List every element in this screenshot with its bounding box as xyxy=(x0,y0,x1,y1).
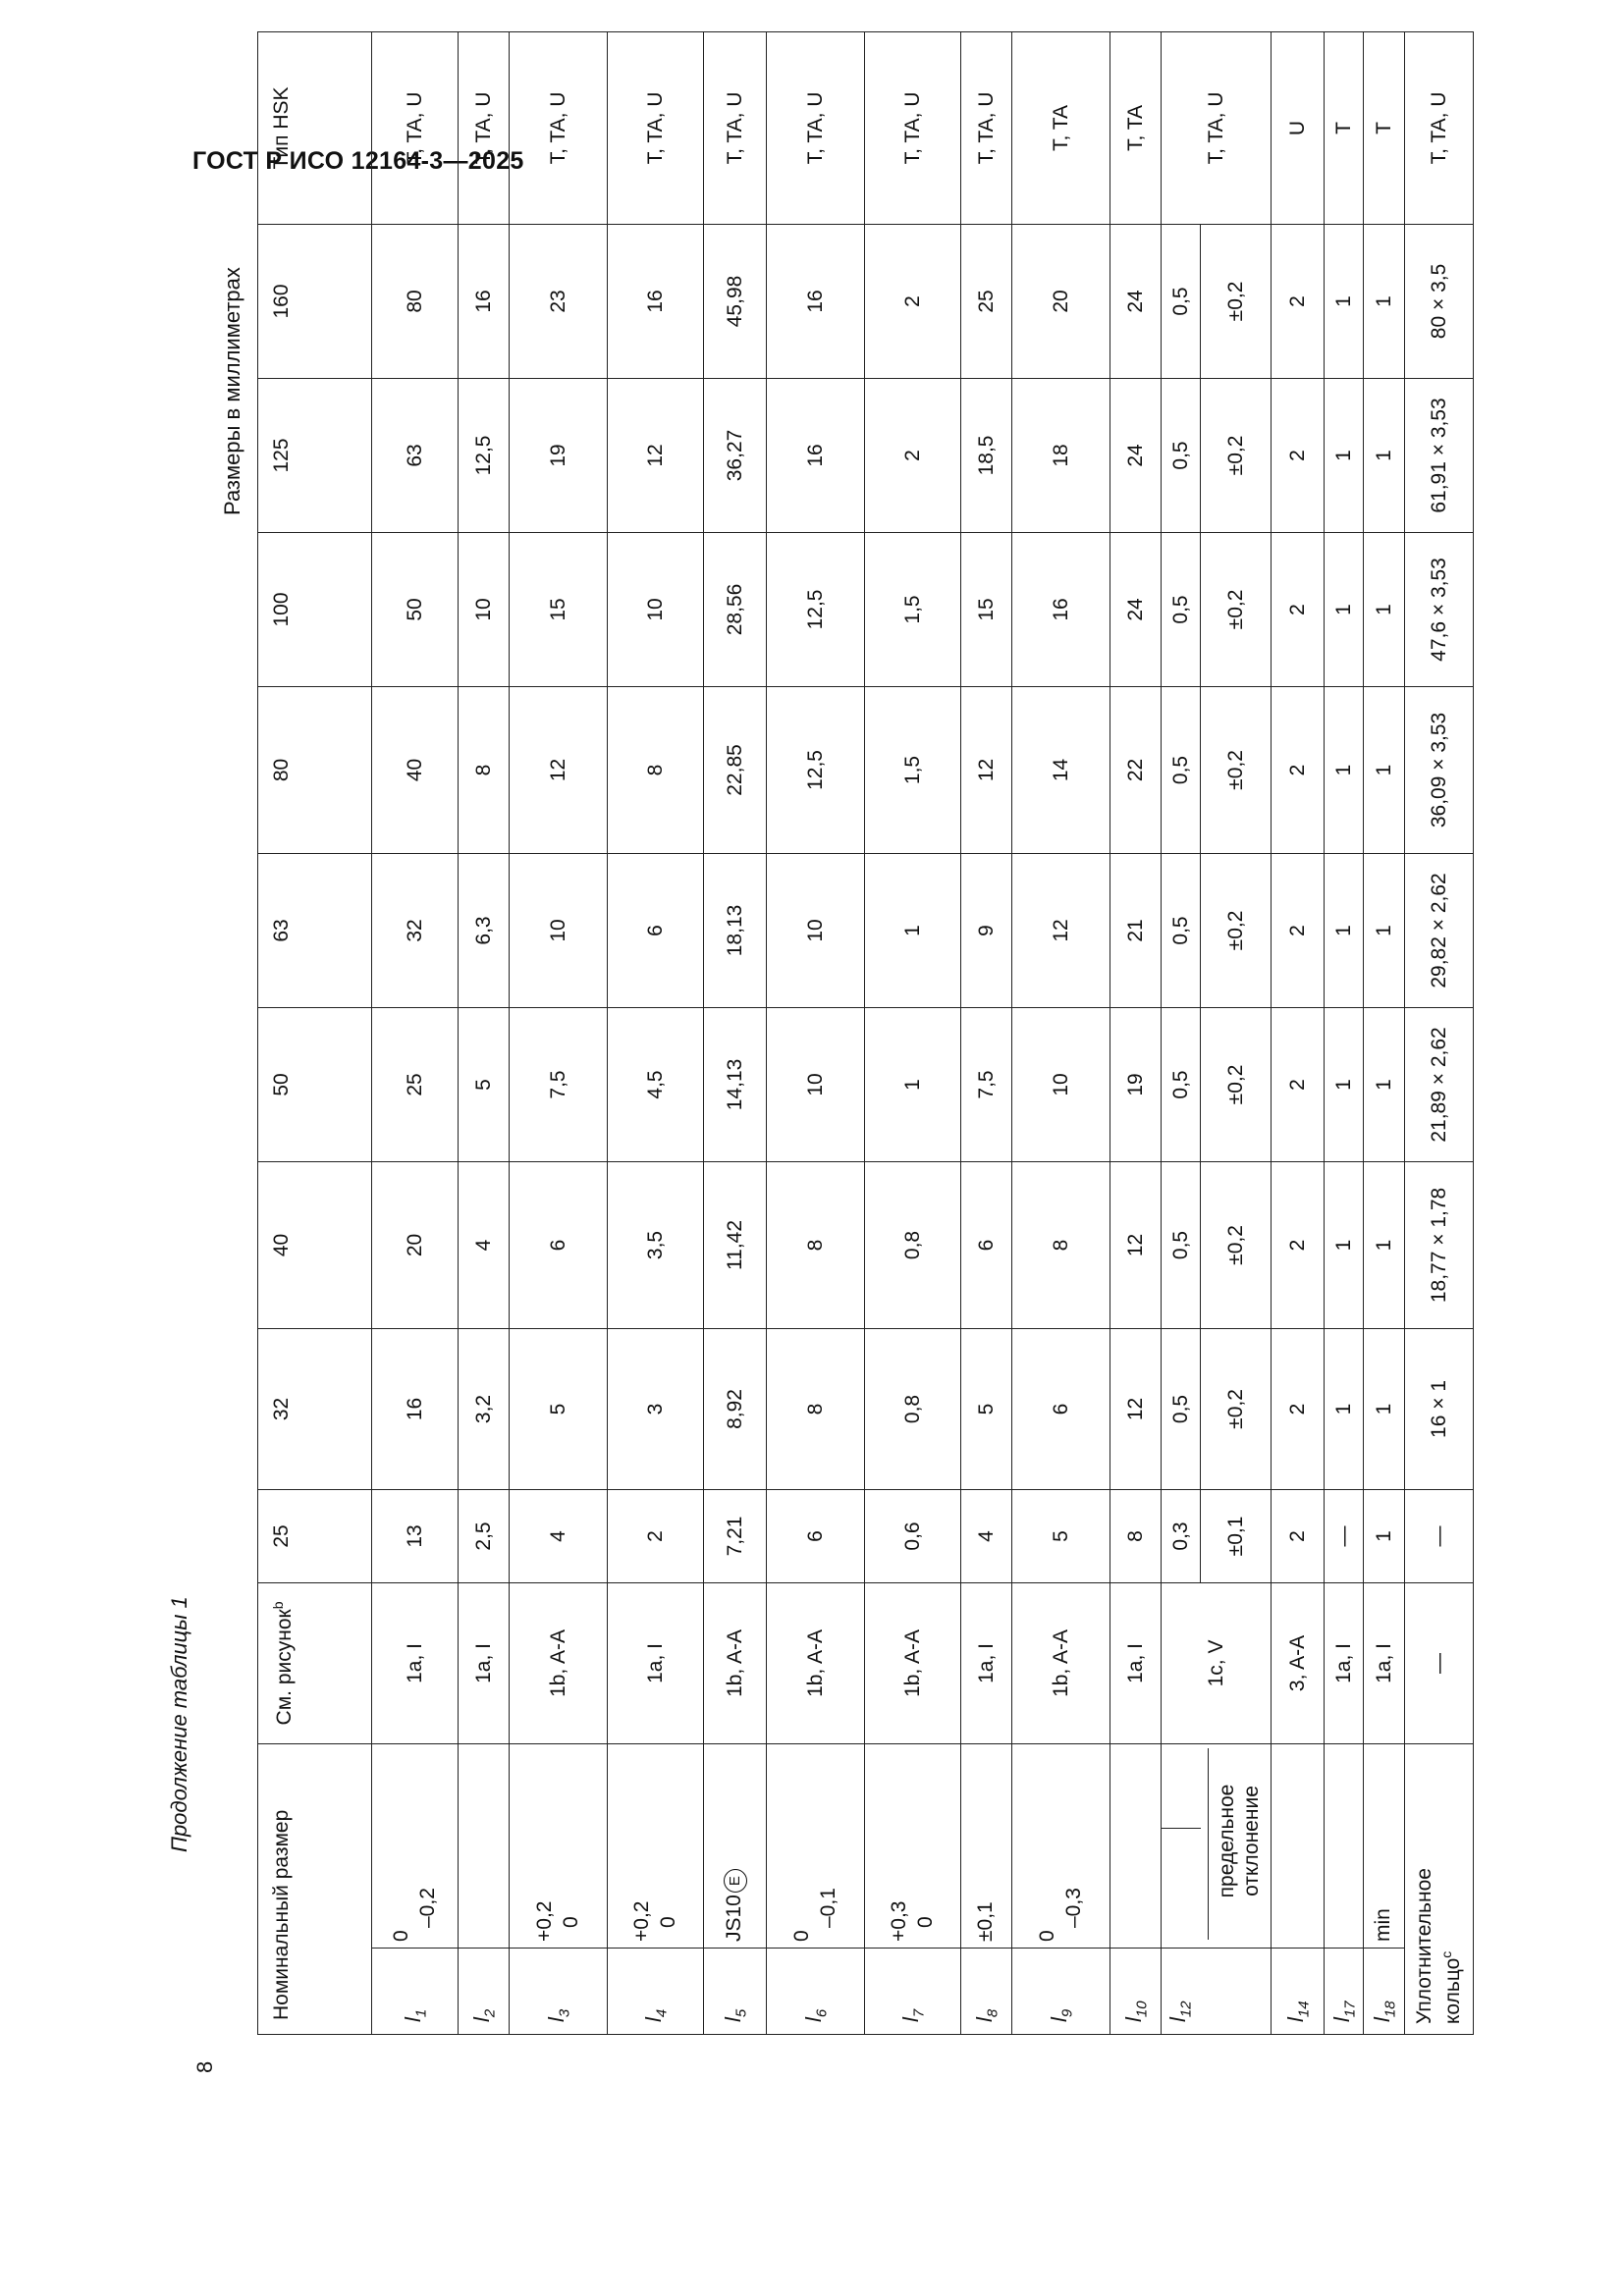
cell-value: 8 xyxy=(767,1328,865,1489)
row-figure-l5: 1b, A-A xyxy=(704,1582,767,1743)
row-tolerance-l7: +0,3 0 xyxy=(865,1743,961,1948)
cell-value: 6 xyxy=(961,1161,1012,1328)
row-symbol-l18: $l_{18}$ xyxy=(1364,1949,1405,2035)
envelope-requirement-symbol: E xyxy=(724,1869,747,1893)
row-tolerance-l14 xyxy=(1272,1743,1325,1948)
cell-value: — xyxy=(1325,1489,1364,1582)
row-tolerance-l8: ±0,1 xyxy=(961,1743,1012,1948)
cell-deviation: ±0,2 xyxy=(1201,378,1272,532)
row-figure-l17: 1a, I xyxy=(1325,1582,1364,1743)
cell-value: 1 xyxy=(1325,1328,1364,1489)
row-tolerance-l18: min xyxy=(1364,1743,1405,1948)
row-tolerance-l3: +0,2 0 xyxy=(510,1743,608,1948)
table-row xyxy=(865,31,961,2034)
cell-value: 2 xyxy=(865,378,961,532)
cell-value: 0,8 xyxy=(865,1161,961,1328)
cell-value: 8 xyxy=(1012,1161,1110,1328)
cell-value: 45,98 xyxy=(704,224,767,378)
cell-value: 16 xyxy=(1012,532,1110,686)
cell-value: 47,6 × 3,53 xyxy=(1405,532,1474,686)
cell-value: 1 xyxy=(1325,378,1364,532)
cell-value: 10 xyxy=(767,1007,865,1161)
header-hsk-type: Тип HSK xyxy=(258,31,372,224)
cell-deviation: ±0,2 xyxy=(1201,853,1272,1007)
row-type-l9: T, TA xyxy=(1012,31,1110,224)
cell-value: 4 xyxy=(510,1489,608,1582)
table-row xyxy=(1110,31,1162,2034)
cell-value: 19 xyxy=(510,378,608,532)
table-row xyxy=(1012,31,1110,2034)
table-row xyxy=(767,31,865,2034)
cell-value: 4 xyxy=(961,1489,1012,1582)
table-row xyxy=(1364,31,1405,2034)
cell-value: 2 xyxy=(1272,1489,1325,1582)
table-caption: Продолжение таблицы 1 xyxy=(167,1596,191,1852)
row-type-l18: T xyxy=(1364,31,1405,224)
cell-value: 15 xyxy=(961,532,1012,686)
cell-value: 25 xyxy=(961,224,1012,378)
table-row xyxy=(510,31,608,2034)
cell-value: 16 xyxy=(767,224,865,378)
cell-value: 2 xyxy=(865,224,961,378)
cell-value: 7,5 xyxy=(510,1007,608,1161)
cell-value: 0,3 xyxy=(1162,1489,1201,1582)
cell-value: 6,3 xyxy=(459,853,510,1007)
cell-value: 9 xyxy=(961,853,1012,1007)
cell-value: 15 xyxy=(510,532,608,686)
cell-value: 12 xyxy=(961,686,1012,853)
cell-value: 18,5 xyxy=(961,378,1012,532)
table-row xyxy=(961,31,1012,2034)
header-size-50: 50 xyxy=(258,1007,372,1161)
row-symbol-l3: $l_3$ xyxy=(510,1949,608,2035)
cell-value: 21,89 × 2,62 xyxy=(1405,1007,1474,1161)
cell-value: 1 xyxy=(1325,532,1364,686)
cell-value: 2 xyxy=(1272,532,1325,686)
row-symbol-l6: $l_6$ xyxy=(767,1949,865,2035)
cell-value: 2 xyxy=(1272,686,1325,853)
cell-value: 13 xyxy=(372,1489,459,1582)
table-row xyxy=(1325,31,1364,2034)
cell-value: 1 xyxy=(1325,224,1364,378)
cell-deviation: ±0,2 xyxy=(1201,1328,1272,1489)
row-symbol-l1: $l_1$ xyxy=(372,1949,459,2035)
row-figure-l2: 1a, I xyxy=(459,1582,510,1743)
row-symbol-l7: $l_7$ xyxy=(865,1949,961,2035)
cell-value: 22 xyxy=(1110,686,1162,853)
page-number: 8 xyxy=(192,2060,217,2073)
cell-value: 18,77 × 1,78 xyxy=(1405,1161,1474,1328)
cell-value: 3,2 xyxy=(459,1328,510,1489)
cell-deviation: ±0,2 xyxy=(1201,224,1272,378)
cell-value: 20 xyxy=(372,1161,459,1328)
header-see-figure: См. рисунок$^b$ xyxy=(258,1582,372,1743)
cell-deviation: ±0,1 xyxy=(1201,1489,1272,1582)
cell-value: 8,92 xyxy=(704,1328,767,1489)
cell-value: 16 xyxy=(608,224,704,378)
cell-value: 0,5 xyxy=(1162,224,1201,378)
cell-value: 2 xyxy=(1272,378,1325,532)
cell-value: 2 xyxy=(1272,1328,1325,1489)
cell-value: 1 xyxy=(1364,224,1405,378)
cell-value: 0,5 xyxy=(1162,1007,1201,1161)
row-type-l14: U xyxy=(1272,31,1325,224)
header-size-80: 80 xyxy=(258,686,372,853)
row-type-l12: T, TA, U xyxy=(1162,31,1272,224)
cell-value: 16 × 1 xyxy=(1405,1328,1474,1489)
cell-value: 28,56 xyxy=(704,532,767,686)
cell-value: 6 xyxy=(608,853,704,1007)
cell-value: 1 xyxy=(1364,686,1405,853)
cell-value: 0,5 xyxy=(1162,853,1201,1007)
row-type-l6: T, TA, U xyxy=(767,31,865,224)
cell-value: 10 xyxy=(767,853,865,1007)
row-tolerance-l10 xyxy=(1110,1743,1162,1948)
cell-value: 12 xyxy=(1110,1161,1162,1328)
dimensions-table xyxy=(257,31,1474,2035)
cell-value: 10 xyxy=(459,532,510,686)
row-type-ring: T, TA, U xyxy=(1405,31,1474,224)
cell-value: 2 xyxy=(1272,1161,1325,1328)
row-figure-l1: 1a, I xyxy=(372,1582,459,1743)
cell-value: 3 xyxy=(608,1328,704,1489)
row-tolerance-l1: 0 –0,2 xyxy=(372,1743,459,1948)
units-note: Размеры в миллиметрах xyxy=(220,267,244,515)
cell-value: 4 xyxy=(459,1161,510,1328)
cell-value: 20 xyxy=(1012,224,1110,378)
cell-value: 24 xyxy=(1110,224,1162,378)
cell-value: 6 xyxy=(1012,1328,1110,1489)
row-figure-l9: 1b, A-A xyxy=(1012,1582,1110,1743)
row-tolerance-l17 xyxy=(1325,1743,1364,1948)
cell-value: 1 xyxy=(1364,1489,1405,1582)
row-figure-l10: 1a, I xyxy=(1110,1582,1162,1743)
row-symbol-l12: $l_{12}$ xyxy=(1162,1949,1272,2035)
cell-value: 5 xyxy=(510,1328,608,1489)
table-row xyxy=(608,31,704,2034)
header-size-160: 160 xyxy=(258,224,372,378)
cell-value: 1 xyxy=(1325,853,1364,1007)
row-symbol-l4: $l_4$ xyxy=(608,1949,704,2035)
cell-value: 10 xyxy=(608,532,704,686)
cell-value: 1 xyxy=(1364,853,1405,1007)
cell-value: 6 xyxy=(767,1489,865,1582)
cell-value: 16 xyxy=(459,224,510,378)
cell-value: 0,6 xyxy=(865,1489,961,1582)
row-type-l5: T, TA, U xyxy=(704,31,767,224)
cell-value: 80 xyxy=(372,224,459,378)
row-figure-l12: 1c, V xyxy=(1162,1582,1272,1743)
cell-value: 0,5 xyxy=(1162,1161,1201,1328)
row-figure-l18: 1a, I xyxy=(1364,1582,1405,1743)
header-size-125: 125 xyxy=(258,378,372,532)
row-figure-l4: 1a, I xyxy=(608,1582,704,1743)
cell-value: 36,09 × 3,53 xyxy=(1405,686,1474,853)
row-figure-l8: 1a, I xyxy=(961,1582,1012,1743)
cell-value: 24 xyxy=(1110,532,1162,686)
cell-deviation: ±0,2 xyxy=(1201,1007,1272,1161)
cell-value: 2 xyxy=(1272,224,1325,378)
cell-value: 3,5 xyxy=(608,1161,704,1328)
row-symbol-l9: $l_9$ xyxy=(1012,1949,1110,2035)
cell-value: 1 xyxy=(1325,1007,1364,1161)
cell-value: 1,5 xyxy=(865,532,961,686)
cell-value: 21 xyxy=(1110,853,1162,1007)
cell-value: 18 xyxy=(1012,378,1110,532)
cell-value: 0,5 xyxy=(1162,686,1201,853)
cell-value: 8 xyxy=(459,686,510,853)
cell-value: 12,5 xyxy=(767,686,865,853)
table-row xyxy=(372,31,459,2034)
table-row xyxy=(1272,31,1325,2034)
row-figure-l7: 1b, A-A xyxy=(865,1582,961,1743)
cell-value: 16 xyxy=(767,378,865,532)
row-symbol-l14: $l_{14}$ xyxy=(1272,1949,1325,2035)
cell-value: 24 xyxy=(1110,378,1162,532)
row-type-l8: T, TA, U xyxy=(961,31,1012,224)
cell-value: 12,5 xyxy=(459,378,510,532)
cell-value: 19 xyxy=(1110,1007,1162,1161)
cell-value: 80 × 3,5 xyxy=(1405,224,1474,378)
row-type-l17: T xyxy=(1325,31,1364,224)
cell-value: 12 xyxy=(608,378,704,532)
cell-value: 1 xyxy=(1364,1007,1405,1161)
cell-value: — xyxy=(1405,1489,1474,1582)
header-size-63: 63 xyxy=(258,853,372,1007)
cell-value: 12 xyxy=(1012,853,1110,1007)
header-nominal-size: Номинальный размер xyxy=(258,1743,372,2034)
cell-value: 2 xyxy=(608,1489,704,1582)
table-row xyxy=(704,31,767,2034)
cell-value: 63 xyxy=(372,378,459,532)
cell-value: 1 xyxy=(1364,1328,1405,1489)
row-tolerance-l9: 0 –0,3 xyxy=(1012,1743,1110,1948)
row-type-l2: T, TA, U xyxy=(459,31,510,224)
header-size-100: 100 xyxy=(258,532,372,686)
cell-value: 5 xyxy=(459,1007,510,1161)
cell-value: 0,8 xyxy=(865,1328,961,1489)
table-row xyxy=(1162,31,1201,2034)
row-tolerance-l12-empty xyxy=(1162,1829,1201,1949)
row-type-l10: T, TA xyxy=(1110,31,1162,224)
row-symbol-l10: $l_{10}$ xyxy=(1110,1949,1162,2035)
cell-value: 61,91 × 3,53 xyxy=(1405,378,1474,532)
table-row xyxy=(459,31,510,2034)
cell-value: 1,5 xyxy=(865,686,961,853)
table-header-row xyxy=(258,31,372,2034)
row-symbol-l2: $l_2$ xyxy=(459,1949,510,2035)
row-tolerance-l5: JS10E xyxy=(704,1743,767,1948)
header-size-32: 32 xyxy=(258,1328,372,1489)
row-symbol-l17: $l_{17}$ xyxy=(1325,1949,1364,2035)
cell-value: 12 xyxy=(1110,1328,1162,1489)
cell-deviation: ±0,2 xyxy=(1201,686,1272,853)
row-figure-l6: 1b, A-A xyxy=(767,1582,865,1743)
row-tolerance-l4: +0,2 0 xyxy=(608,1743,704,1948)
cell-value: 1 xyxy=(865,1007,961,1161)
cell-value: 18,13 xyxy=(704,853,767,1007)
cell-value: 11,42 xyxy=(704,1161,767,1328)
cell-value: 1 xyxy=(1364,378,1405,532)
cell-value: 1 xyxy=(1325,1161,1364,1328)
cell-value: 7,5 xyxy=(961,1007,1012,1161)
cell-value: 5 xyxy=(1012,1489,1110,1582)
row-tolerance-l6: 0 –0,1 xyxy=(767,1743,865,1948)
row-type-l1: T, TA, U xyxy=(372,31,459,224)
row-label-l12-deviation: предельное отклонение xyxy=(1201,1743,1272,1948)
row-type-l4: T, TA, U xyxy=(608,31,704,224)
cell-value: 22,85 xyxy=(704,686,767,853)
cell-value: 40 xyxy=(372,686,459,853)
cell-value: 0,5 xyxy=(1162,1328,1201,1489)
cell-value: 2 xyxy=(1272,1007,1325,1161)
cell-value: 25 xyxy=(372,1007,459,1161)
cell-value: 0,5 xyxy=(1162,378,1201,532)
cell-value: 0,5 xyxy=(1162,532,1201,686)
header-size-40: 40 xyxy=(258,1161,372,1328)
row-figure-l3: 1b, A-A xyxy=(510,1582,608,1743)
cell-deviation: ±0,2 xyxy=(1201,1161,1272,1328)
row-type-l3: T, TA, U xyxy=(510,31,608,224)
cell-value: 12,5 xyxy=(767,532,865,686)
cell-value: 14,13 xyxy=(704,1007,767,1161)
row-figure-l14: 3, A-A xyxy=(1272,1582,1325,1743)
cell-deviation: ±0,2 xyxy=(1201,532,1272,686)
cell-value: 8 xyxy=(767,1161,865,1328)
cell-value: 1 xyxy=(865,853,961,1007)
row-symbol-l8: $l_8$ xyxy=(961,1949,1012,2035)
cell-value: 29,82 × 2,62 xyxy=(1405,853,1474,1007)
cell-value: 8 xyxy=(608,686,704,853)
cell-value: 23 xyxy=(510,224,608,378)
row-tolerance-l12-empty xyxy=(1162,1743,1201,1828)
cell-value: 8 xyxy=(1110,1489,1162,1582)
cell-value: 1 xyxy=(1325,686,1364,853)
table-row xyxy=(1405,31,1474,2034)
cell-value: 7,21 xyxy=(704,1489,767,1582)
row-symbol-l5: $l_5$ xyxy=(704,1949,767,2035)
row-tolerance-l2 xyxy=(459,1743,510,1948)
cell-value: 1 xyxy=(1364,1161,1405,1328)
cell-value: 2 xyxy=(1272,853,1325,1007)
cell-value: 14 xyxy=(1012,686,1110,853)
cell-value: 12 xyxy=(510,686,608,853)
header-size-25: 25 xyxy=(258,1489,372,1582)
cell-value: 10 xyxy=(510,853,608,1007)
cell-value: 10 xyxy=(1012,1007,1110,1161)
row-label-sealing-ring: Уплотнительное кольцо$^c$ xyxy=(1405,1743,1474,2034)
cell-value: 16 xyxy=(372,1328,459,1489)
cell-value: 6 xyxy=(510,1161,608,1328)
cell-value: 2,5 xyxy=(459,1489,510,1582)
cell-value: 1 xyxy=(1364,532,1405,686)
document-code: ГОСТ Р ИСО 12164-3—2025 xyxy=(192,147,524,175)
cell-value: 50 xyxy=(372,532,459,686)
cell-value: 4,5 xyxy=(608,1007,704,1161)
row-figure-ring: — xyxy=(1405,1582,1474,1743)
cell-value: 36,27 xyxy=(704,378,767,532)
cell-value: 5 xyxy=(961,1328,1012,1489)
row-type-l7: T, TA, U xyxy=(865,31,961,224)
cell-value: 32 xyxy=(372,853,459,1007)
